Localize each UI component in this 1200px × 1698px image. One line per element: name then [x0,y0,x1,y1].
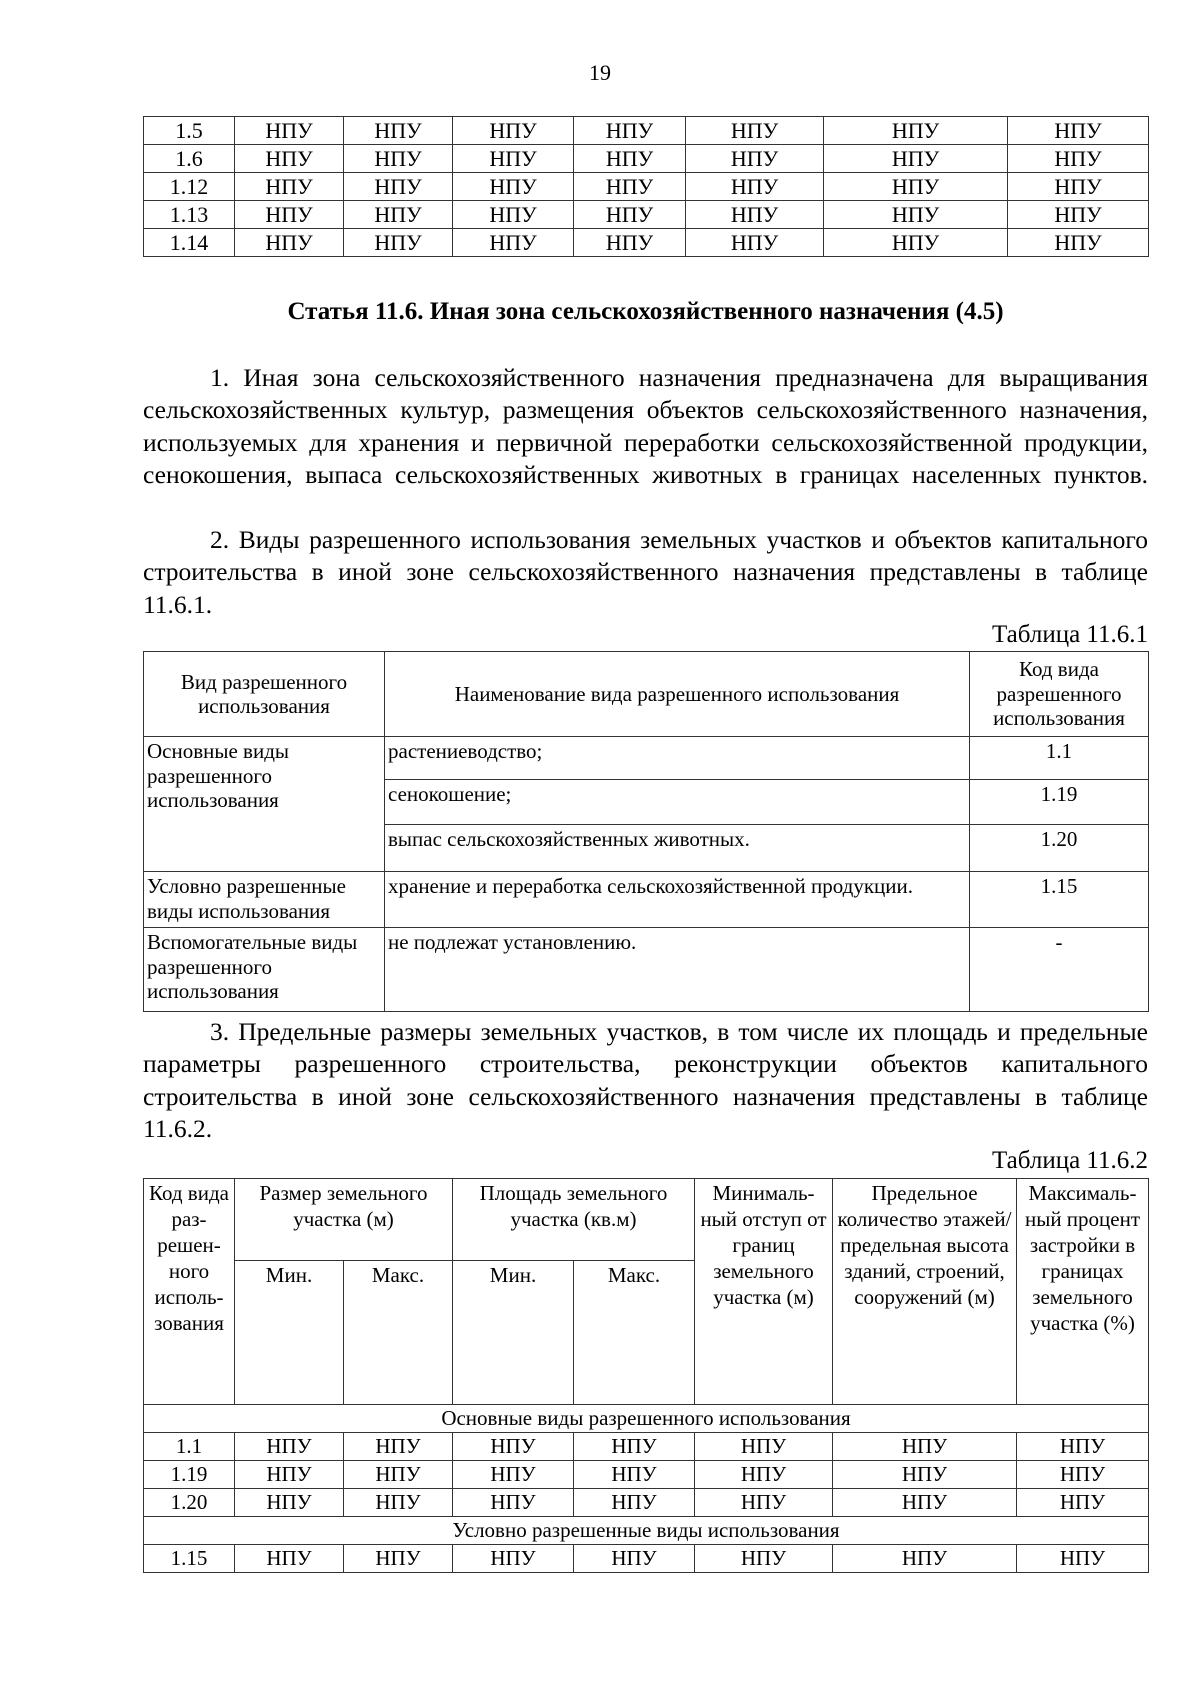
table-row [144,1461,1149,1489]
value-cell: НПУ [833,1461,1017,1489]
value-cell: НПУ [1008,117,1149,145]
value-cell: НПУ [686,229,824,257]
value-cell: НПУ [574,1489,695,1517]
table-row [144,1433,1149,1461]
value-cell: НПУ [453,201,574,229]
value-cell: НПУ [574,201,686,229]
limits-table [143,1178,1149,1573]
value-cell: НПУ [453,1545,574,1573]
value-cell: НПУ [453,117,574,145]
header-setback: Минималь-ный отступ от границ земельного участка (м) [695,1179,833,1405]
value-cell: НПУ [695,1489,833,1517]
value-cell: НПУ [453,1461,574,1489]
value-cell: НПУ [453,145,574,173]
use-name: растениеводство; [385,737,970,780]
paragraph-2: 2. Виды разрешенного использования земельных участков и объектов капитального строительства в иной зоне сельскохозяйственного назначения представлены в таблице 11.6.1. [143,525,1148,619]
article-title: Статья 11.6. Иная зона сельскохозяйственного назначения (4.5) [287,298,1004,325]
value-cell: НПУ [235,1433,344,1461]
section-conditional-uses: Условно разрешенные виды использования [144,1517,1149,1545]
value-cell: НПУ [824,229,1008,257]
value-cell: НПУ [344,229,453,257]
value-cell: НПУ [344,201,453,229]
value-cell: НПУ [344,1461,453,1489]
value-cell: НПУ [344,1545,453,1573]
value-cell: НПУ [695,1461,833,1489]
value-cell: НПУ [453,1489,574,1517]
permitted-use-table [143,651,1149,1012]
use-code: 1.15 [970,872,1149,928]
value-cell: НПУ [824,145,1008,173]
header-use-type: Вид разрешенного использования [144,652,385,737]
value-cell: НПУ [824,201,1008,229]
value-cell: НПУ [453,173,574,201]
use-code-cell: 1.12 [144,173,235,201]
table-row [144,201,1149,229]
value-cell: НПУ [235,201,344,229]
value-cell: НПУ [344,173,453,201]
header-build-percent: Максималь-ный процент застройки в границах земельного участка (%) [1017,1179,1149,1405]
value-cell: НПУ [574,117,686,145]
value-cell: НПУ [574,229,686,257]
use-code-cell: 1.1 [144,1433,235,1461]
use-code: - [970,928,1149,1012]
paragraph-3: 3. Предельные размеры земельных участков, в том числе их площадь и предельные параметры разрешенного строительства, реконструкции объектов капитального строительства в иной зоне сельскохозяйственного назначения представлены в таблице 11.6.2. [143,1017,1148,1143]
header-use-name: Наименование вида разрешенного использования [385,652,970,737]
value-cell: НПУ [695,1545,833,1573]
table-row [144,1489,1149,1517]
use-code-cell: 1.20 [144,1489,235,1517]
header-area-max: Макс. [574,1261,695,1405]
value-cell: НПУ [824,117,1008,145]
value-cell: НПУ [235,229,344,257]
value-cell: НПУ [344,117,453,145]
value-cell: НПУ [1008,145,1149,173]
use-code-cell: 1.6 [144,145,235,173]
value-cell: НПУ [344,1433,453,1461]
value-cell: НПУ [1008,201,1149,229]
value-cell: НПУ [235,117,344,145]
header-size-max: Макс. [344,1261,453,1405]
value-cell: НПУ [833,1433,1017,1461]
use-code-cell: 1.5 [144,117,235,145]
continued-limits-table [143,116,1149,257]
value-cell: НПУ [686,145,824,173]
value-cell: НПУ [574,1433,695,1461]
table1-caption: Таблица 11.6.1 [992,621,1148,648]
value-cell: НПУ [1008,229,1149,257]
table-row [144,229,1149,257]
value-cell: НПУ [1017,1545,1149,1573]
use-name: выпас сельскохозяйственных животных. [385,825,970,872]
use-name: не подлежат установлению. [385,928,970,1012]
header-code: Код вида раз-решен-ного исполь-зования [144,1179,235,1405]
value-cell: НПУ [344,1489,453,1517]
value-cell: НПУ [574,173,686,201]
use-code: 1.1 [970,737,1149,780]
group-auxiliary: Вспомогательные виды разрешенного использования [144,928,385,1012]
value-cell: НПУ [574,145,686,173]
value-cell: НПУ [1017,1461,1149,1489]
value-cell: НПУ [695,1433,833,1461]
use-code-cell: 1.15 [144,1545,235,1573]
use-code: 1.20 [970,825,1149,872]
value-cell: НПУ [235,173,344,201]
header-area-min: Мин. [453,1261,574,1405]
table-row [144,145,1149,173]
use-code-cell: 1.14 [144,229,235,257]
page-number: 19 [589,60,611,85]
paragraph-1: 1. Иная зона сельскохозяйственного назначения предназначена для выращивания сельскохозяйственных культур, размещения объектов сельскохозяйственного назначения, используемых для хранения и первичной переработки сельскохозяйственной продукции, сенокошения, выпаса сельскохозяйственных животных в границах населенных пунктов. [143,363,1148,489]
value-cell: НПУ [1017,1489,1149,1517]
use-code: 1.19 [970,780,1149,825]
use-code-cell: 1.19 [144,1461,235,1489]
header-floors-height: Предельное количество этажей/ предельная высота зданий, строений, сооружений (м) [833,1179,1017,1405]
value-cell: НПУ [1008,173,1149,201]
table-row [144,1545,1149,1573]
value-cell: НПУ [235,1545,344,1573]
section-main-uses: Основные виды разрешенного использования [144,1405,1149,1433]
value-cell: НПУ [833,1489,1017,1517]
value-cell: НПУ [824,173,1008,201]
header-use-code: Код вида разрешенного использования [970,652,1149,737]
header-plot-area: Площадь земельного участка (кв.м) [453,1179,695,1261]
table-row [144,173,1149,201]
header-size-min: Мин. [235,1261,344,1405]
group-conditional: Условно разрешенные виды использования [144,872,385,928]
value-cell: НПУ [453,229,574,257]
value-cell: НПУ [1017,1433,1149,1461]
use-code-cell: 1.13 [144,201,235,229]
value-cell: НПУ [686,173,824,201]
use-name: сенокошение; [385,780,970,825]
value-cell: НПУ [686,201,824,229]
value-cell: НПУ [574,1461,695,1489]
value-cell: НПУ [686,117,824,145]
use-name: хранение и переработка сельскохозяйственной продукции. [385,872,970,928]
value-cell: НПУ [574,1545,695,1573]
table2-caption: Таблица 11.6.2 [992,1147,1148,1174]
value-cell: НПУ [833,1545,1017,1573]
value-cell: НПУ [235,1461,344,1489]
group-main: Основные виды разрешенного использования [144,737,385,872]
table-row [144,117,1149,145]
header-plot-size: Размер земельного участка (м) [235,1179,453,1261]
value-cell: НПУ [453,1433,574,1461]
value-cell: НПУ [235,145,344,173]
value-cell: НПУ [344,145,453,173]
value-cell: НПУ [235,1489,344,1517]
